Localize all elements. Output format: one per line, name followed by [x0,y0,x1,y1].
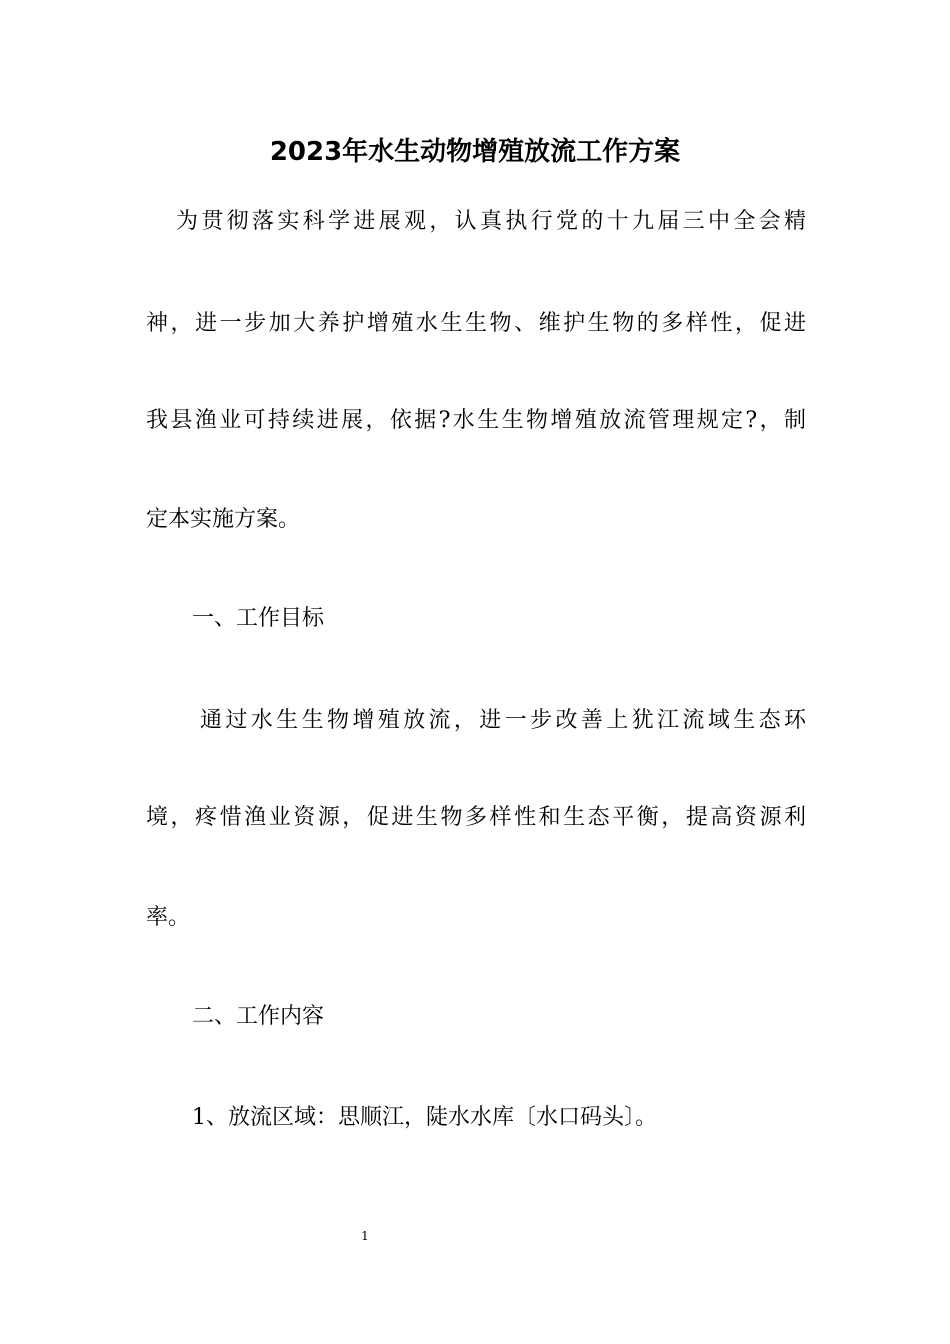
page-title: 2023年水生动物增殖放流工作方案 [269,137,681,167]
section-heading: 一、工作目标 [192,606,325,631]
paragraph-line: 通过水生生物增殖放流，进一步改善上犹江流域生态环 [200,708,806,733]
paragraph-line: 为贯彻落实科学进展观，认真执行党的十九届三中全会精 [176,209,806,234]
list-item: 1、放流区域：思顺江，陡水水库〔水口码头〕。 [192,1105,657,1130]
paragraph-line: 率。 [146,905,191,930]
section-heading: 二、工作内容 [192,1004,325,1029]
paragraph-line: 境，疼惜渔业资源，促进生物多样性和生态平衡，提高资源利 [146,805,806,830]
paragraph-line: 我县渔业可持续进展，依据?水生生物增殖放流管理规定?，制 [146,408,806,433]
page-number: 1 [361,1229,369,1243]
paragraph-line: 定本实施方案。 [146,507,301,532]
paragraph-line: 神，进一步加大养护增殖水生生物、维护生物的多样性，促进 [146,311,806,336]
